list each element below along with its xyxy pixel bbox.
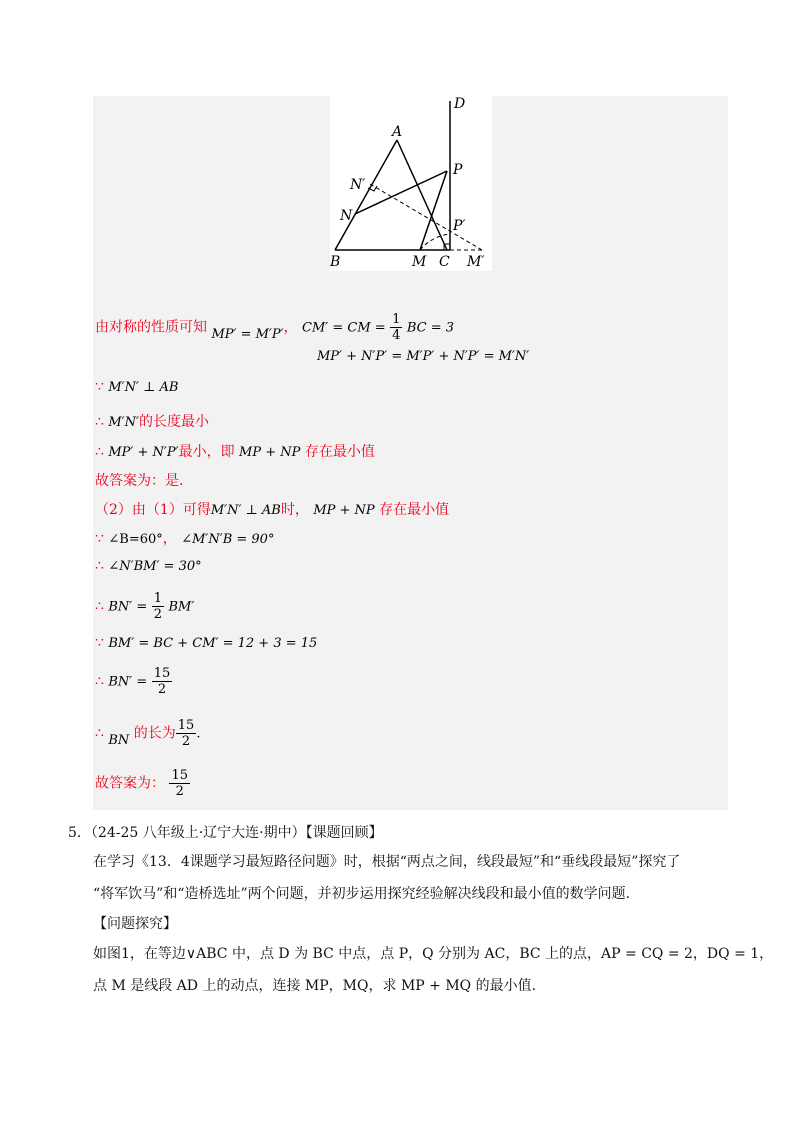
solution-line-3: ∵ M′N′ ⊥ AB	[95, 379, 179, 395]
solution-line-7: （2）由（1）可得M′N′ ⊥ AB时， MP + NP 存在最小值	[95, 502, 450, 518]
question-paragraph-4: 点 M 是线段 AD 上的动点，连接 MP，MQ，求 MP + MQ 的最小值.	[93, 978, 537, 994]
fraction: $\frac{15}{2}$	[171, 768, 188, 799]
solution-block	[93, 96, 728, 810]
solution-line-10: ∴ BN′ = $\frac{1}{2}$ BM′	[95, 591, 195, 622]
fraction: $\frac{1}{2}$	[153, 591, 163, 622]
solution-line-9: ∴ ∠N′BM′ = 30°	[95, 558, 202, 574]
question-paragraph-3: 如图1，在等边∨ABC 中，点 D 为 BC 中点，点 P，Q 分别为 AC，BC 上的点，AP = CQ = 2，DQ = 1，	[93, 946, 774, 962]
geometry-diagram	[330, 96, 492, 271]
question-paragraph-1: 在学习《13．4课题学习最短路径问题》时，根据“两点之间，线段最短”和“垂线段最短”探究了	[93, 854, 681, 870]
fraction: $\frac{1}{4}$	[392, 312, 401, 343]
solution-line-8: ∵ ∠B=60°， ∠M′N′B = 90°	[95, 531, 275, 547]
label-C: C	[439, 254, 450, 270]
solution-line-13: ∴ BN 的长为 $\frac{15}{2}$ .	[95, 718, 201, 749]
solution-line-4: ∴ M′N′的长度最小	[95, 414, 209, 430]
solution-line-5: ∴ MP′ + N′P′最小，即 MP + NP 存在最小值	[95, 444, 375, 460]
fraction: $\frac{15}{2}$	[153, 666, 171, 697]
question-section-heading: 【问题探究】	[93, 916, 177, 932]
solution-line-1: 由对称的性质可知 MP′ = M′P′， CM′ = CM = $\frac{1}{4}$ BC = 3	[95, 312, 455, 343]
label-N: N	[340, 208, 353, 224]
label-D: D	[454, 96, 466, 112]
label-A: A	[392, 124, 403, 140]
solution-line-6: 故答案为：是.	[95, 473, 184, 489]
geometry-figure	[330, 96, 492, 271]
fraction: $\frac{15}{2}$	[177, 718, 195, 749]
label-N-prime: N′	[350, 177, 366, 193]
question-paragraph-2: “将军饮马”和“造桥选址”两个问题，并初步运用探究经验解决线段和最小值的数学问题.	[93, 886, 631, 902]
label-P-prime: P′	[453, 218, 466, 234]
label-P: P	[453, 162, 463, 178]
solution-line-14: 故答案为： $\frac{15}{2}$	[95, 768, 188, 799]
question-header: 5．（24-25 八年级上·辽宁大连·期中）【课题回顾】	[68, 825, 383, 841]
solution-line-12: ∴ BN′ = $\frac{15}{2}$	[95, 666, 171, 697]
label-M-prime: M′	[467, 254, 485, 270]
solution-line-11: ∵ BM′ = BC + CM′ = 12 + 3 = 15	[95, 635, 318, 651]
label-M: M	[412, 254, 427, 270]
solution-line-2: MP′ + N′P′ = M′P′ + N′P′ = M′N′	[317, 349, 530, 364]
label-B: B	[330, 254, 341, 270]
